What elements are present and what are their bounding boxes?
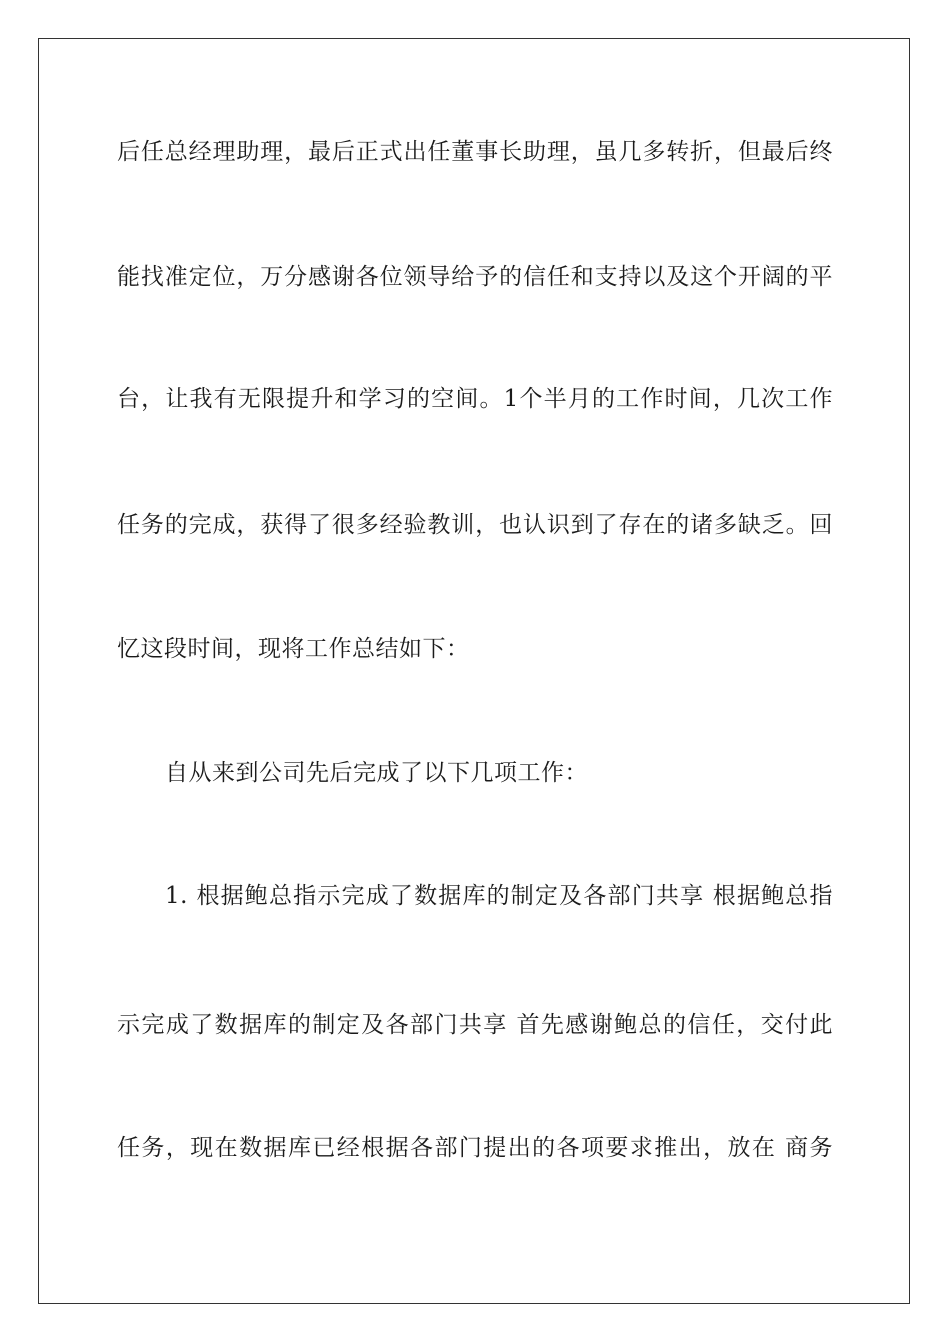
paragraph-line: 台，让我有无限提升和学习的空间。1个半月的工作时间，几次工作 bbox=[117, 386, 833, 412]
paragraph-line: 任务，现在数据库已经根据各部门提出的各项要求推出，放在 商务 bbox=[117, 1135, 833, 1161]
paragraph-line: 能找准定位，万分感谢各位领导给予的信任和支持以及这个开阔的平 bbox=[117, 264, 833, 290]
paragraph-line: 后任总经理助理，最后正式出任董事长助理，虽几多转折，但最后终 bbox=[117, 139, 833, 165]
paragraph-line: 任务的完成，获得了很多经验教训，也认识到了存在的诸多缺乏。回 bbox=[117, 512, 833, 538]
paragraph-line: 示完成了数据库的制定及各部门共享 首先感谢鲍总的信任，交付此 bbox=[117, 1012, 833, 1038]
section-intro-line: 自从来到公司先后完成了以下几项工作： bbox=[165, 760, 588, 786]
page-border bbox=[38, 38, 910, 1304]
paragraph-line: 忆这段时间，现将工作总结如下： bbox=[117, 636, 470, 662]
list-item-line: 1. 根据鲍总指示完成了数据库的制定及各部门共享 根据鲍总指 bbox=[165, 883, 833, 909]
